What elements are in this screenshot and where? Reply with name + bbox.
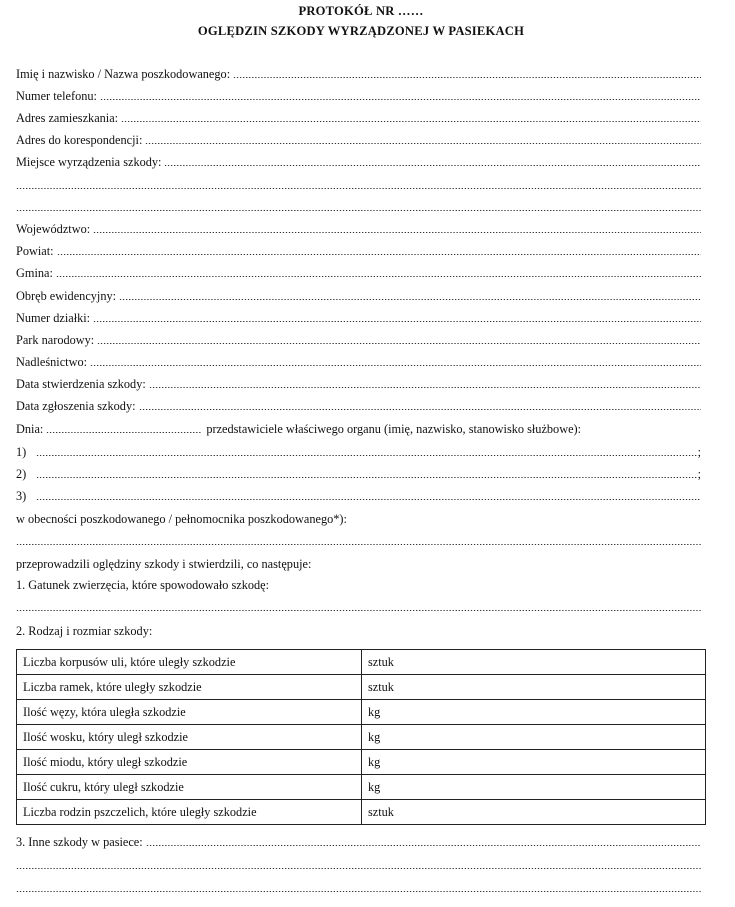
- field-place-continuation-1[interactable]: [16, 177, 701, 193]
- damage-label: Ilość wosku, który uległ szkodzie: [17, 725, 362, 750]
- damage-label: Ilość cukru, który uległ szkodzie: [17, 775, 362, 800]
- representatives-label: przedstawiciele właściwego organu (imię, nazwisko, stanowisko służbowe):: [206, 422, 582, 436]
- field-place-continuation-2[interactable]: [16, 199, 701, 215]
- field-label: Data stwierdzenia szkody:: [16, 377, 146, 391]
- field-plot[interactable]: [16, 310, 701, 326]
- field-other-damage-continuation-1[interactable]: [16, 857, 701, 873]
- field-address[interactable]: [16, 110, 701, 126]
- date-fill-line[interactable]: [46, 423, 202, 434]
- field-phone[interactable]: [16, 88, 701, 104]
- presence-label: w obecności poszkodowanego / pełnomocnika poszkodowanego*):: [16, 512, 347, 526]
- field-place[interactable]: [16, 154, 701, 170]
- table-row: [17, 700, 706, 725]
- fill-line[interactable]: [16, 179, 701, 190]
- fill-line[interactable]: [57, 245, 701, 256]
- protocol-form: [16, 0, 706, 907]
- damage-unit-cell[interactable]: kg: [362, 775, 706, 800]
- field-name[interactable]: [16, 66, 701, 82]
- fill-line[interactable]: [164, 156, 701, 167]
- field-date-representatives[interactable]: [16, 421, 701, 437]
- fill-line[interactable]: [36, 446, 697, 457]
- field-date-reported[interactable]: [16, 398, 701, 414]
- damage-label: Liczba ramek, które uległy szkodzie: [17, 675, 362, 700]
- field-presence[interactable]: [16, 533, 701, 549]
- fill-line[interactable]: [233, 68, 701, 79]
- field-label: Miejsce wyrządzenia szkody:: [16, 155, 162, 169]
- representative-row-1[interactable]: [16, 444, 701, 460]
- fill-line[interactable]: [16, 601, 701, 612]
- field-voivodeship[interactable]: [16, 221, 701, 237]
- representative-row-2[interactable]: [16, 466, 701, 482]
- field-correspondence[interactable]: [16, 132, 701, 148]
- field-label: Dnia:: [16, 422, 44, 436]
- field-label: Powiat:: [16, 244, 54, 258]
- field-national-park[interactable]: [16, 332, 701, 348]
- fill-line[interactable]: [36, 468, 697, 479]
- field-precinct[interactable]: [16, 288, 701, 304]
- fill-line[interactable]: [119, 290, 701, 301]
- field-label: Data zgłoszenia szkody:: [16, 399, 136, 413]
- row-index: 2): [16, 467, 27, 481]
- table-row: [17, 675, 706, 700]
- field-label: Nadleśnictwo:: [16, 355, 88, 369]
- field-label: Numer działki:: [16, 311, 91, 325]
- damage-table: [16, 649, 706, 825]
- form-subtitle: OGLĘDZIN SZKODY WYRZĄDZONEJ W PASIEKACH: [197, 24, 525, 38]
- fill-line[interactable]: [16, 882, 701, 893]
- row-end: ;: [697, 445, 701, 459]
- fill-line[interactable]: [93, 223, 701, 234]
- damage-unit-cell[interactable]: sztuk: [362, 675, 706, 700]
- field-label: Adres do korespondencji:: [16, 133, 143, 147]
- field-animal-species[interactable]: [16, 599, 701, 615]
- fill-line[interactable]: [145, 134, 701, 145]
- row-index: 1): [16, 445, 27, 459]
- section-2-heading: 2. Rodzaj i rozmiar szkody:: [16, 624, 153, 638]
- field-label: Adres zamieszkania:: [16, 111, 119, 125]
- field-label: Obręb ewidencyjny:: [16, 289, 117, 303]
- field-label: Park narodowy:: [16, 333, 95, 347]
- fill-line[interactable]: [56, 267, 701, 278]
- table-row: [17, 750, 706, 775]
- table-row: [17, 650, 706, 675]
- field-date-found[interactable]: [16, 376, 701, 392]
- fill-line[interactable]: [146, 836, 701, 847]
- damage-label: Ilość miodu, który uległ szkodzie: [17, 750, 362, 775]
- representative-row-3[interactable]: [16, 488, 701, 504]
- fill-line[interactable]: [139, 400, 701, 411]
- damage-unit-cell[interactable]: sztuk: [362, 650, 706, 675]
- field-forest-district[interactable]: [16, 354, 701, 370]
- conducted-label: przeprowadzili oględziny szkody i stwierdzili, co następuje:: [16, 557, 312, 571]
- field-label: Województwo:: [16, 222, 91, 236]
- fill-line[interactable]: [149, 378, 701, 389]
- field-label: Numer telefonu:: [16, 89, 97, 103]
- fill-line[interactable]: [16, 859, 701, 870]
- field-other-damage-continuation-2[interactable]: [16, 880, 701, 896]
- fill-line[interactable]: [16, 535, 701, 546]
- fill-line[interactable]: [90, 356, 701, 367]
- fill-line[interactable]: [36, 490, 701, 501]
- table-row: [17, 800, 706, 825]
- section-1-heading: 1. Gatunek zwierzęcia, które spowodowało szkodę:: [16, 578, 270, 592]
- field-commune[interactable]: [16, 265, 701, 281]
- field-label: Gmina:: [16, 266, 53, 280]
- row-index: 3): [16, 489, 27, 503]
- damage-unit-cell[interactable]: kg: [362, 750, 706, 775]
- damage-unit-cell[interactable]: kg: [362, 700, 706, 725]
- damage-unit-cell[interactable]: kg: [362, 725, 706, 750]
- field-county[interactable]: [16, 243, 701, 259]
- fill-line[interactable]: [121, 112, 701, 123]
- row-end: ;: [697, 467, 701, 481]
- table-row: [17, 775, 706, 800]
- fill-line[interactable]: [97, 334, 701, 345]
- damage-label: Liczba rodzin pszczelich, które uległy szkodzie: [17, 800, 362, 825]
- table-row: [17, 725, 706, 750]
- damage-label: Ilość węzy, która uległa szkodzie: [17, 700, 362, 725]
- fill-line[interactable]: [93, 312, 701, 323]
- field-other-damage[interactable]: [16, 834, 701, 850]
- fill-line[interactable]: [16, 201, 701, 212]
- field-label: Imię i nazwisko / Nazwa poszkodowanego:: [16, 67, 231, 81]
- field-label: 3. Inne szkody w pasiece:: [16, 835, 143, 849]
- fill-line[interactable]: [100, 90, 701, 101]
- damage-label: Liczba korpusów uli, które uległy szkodzie: [17, 650, 362, 675]
- form-title: PROTOKÓŁ NR ……: [298, 4, 424, 18]
- damage-unit-cell[interactable]: sztuk: [362, 800, 706, 825]
